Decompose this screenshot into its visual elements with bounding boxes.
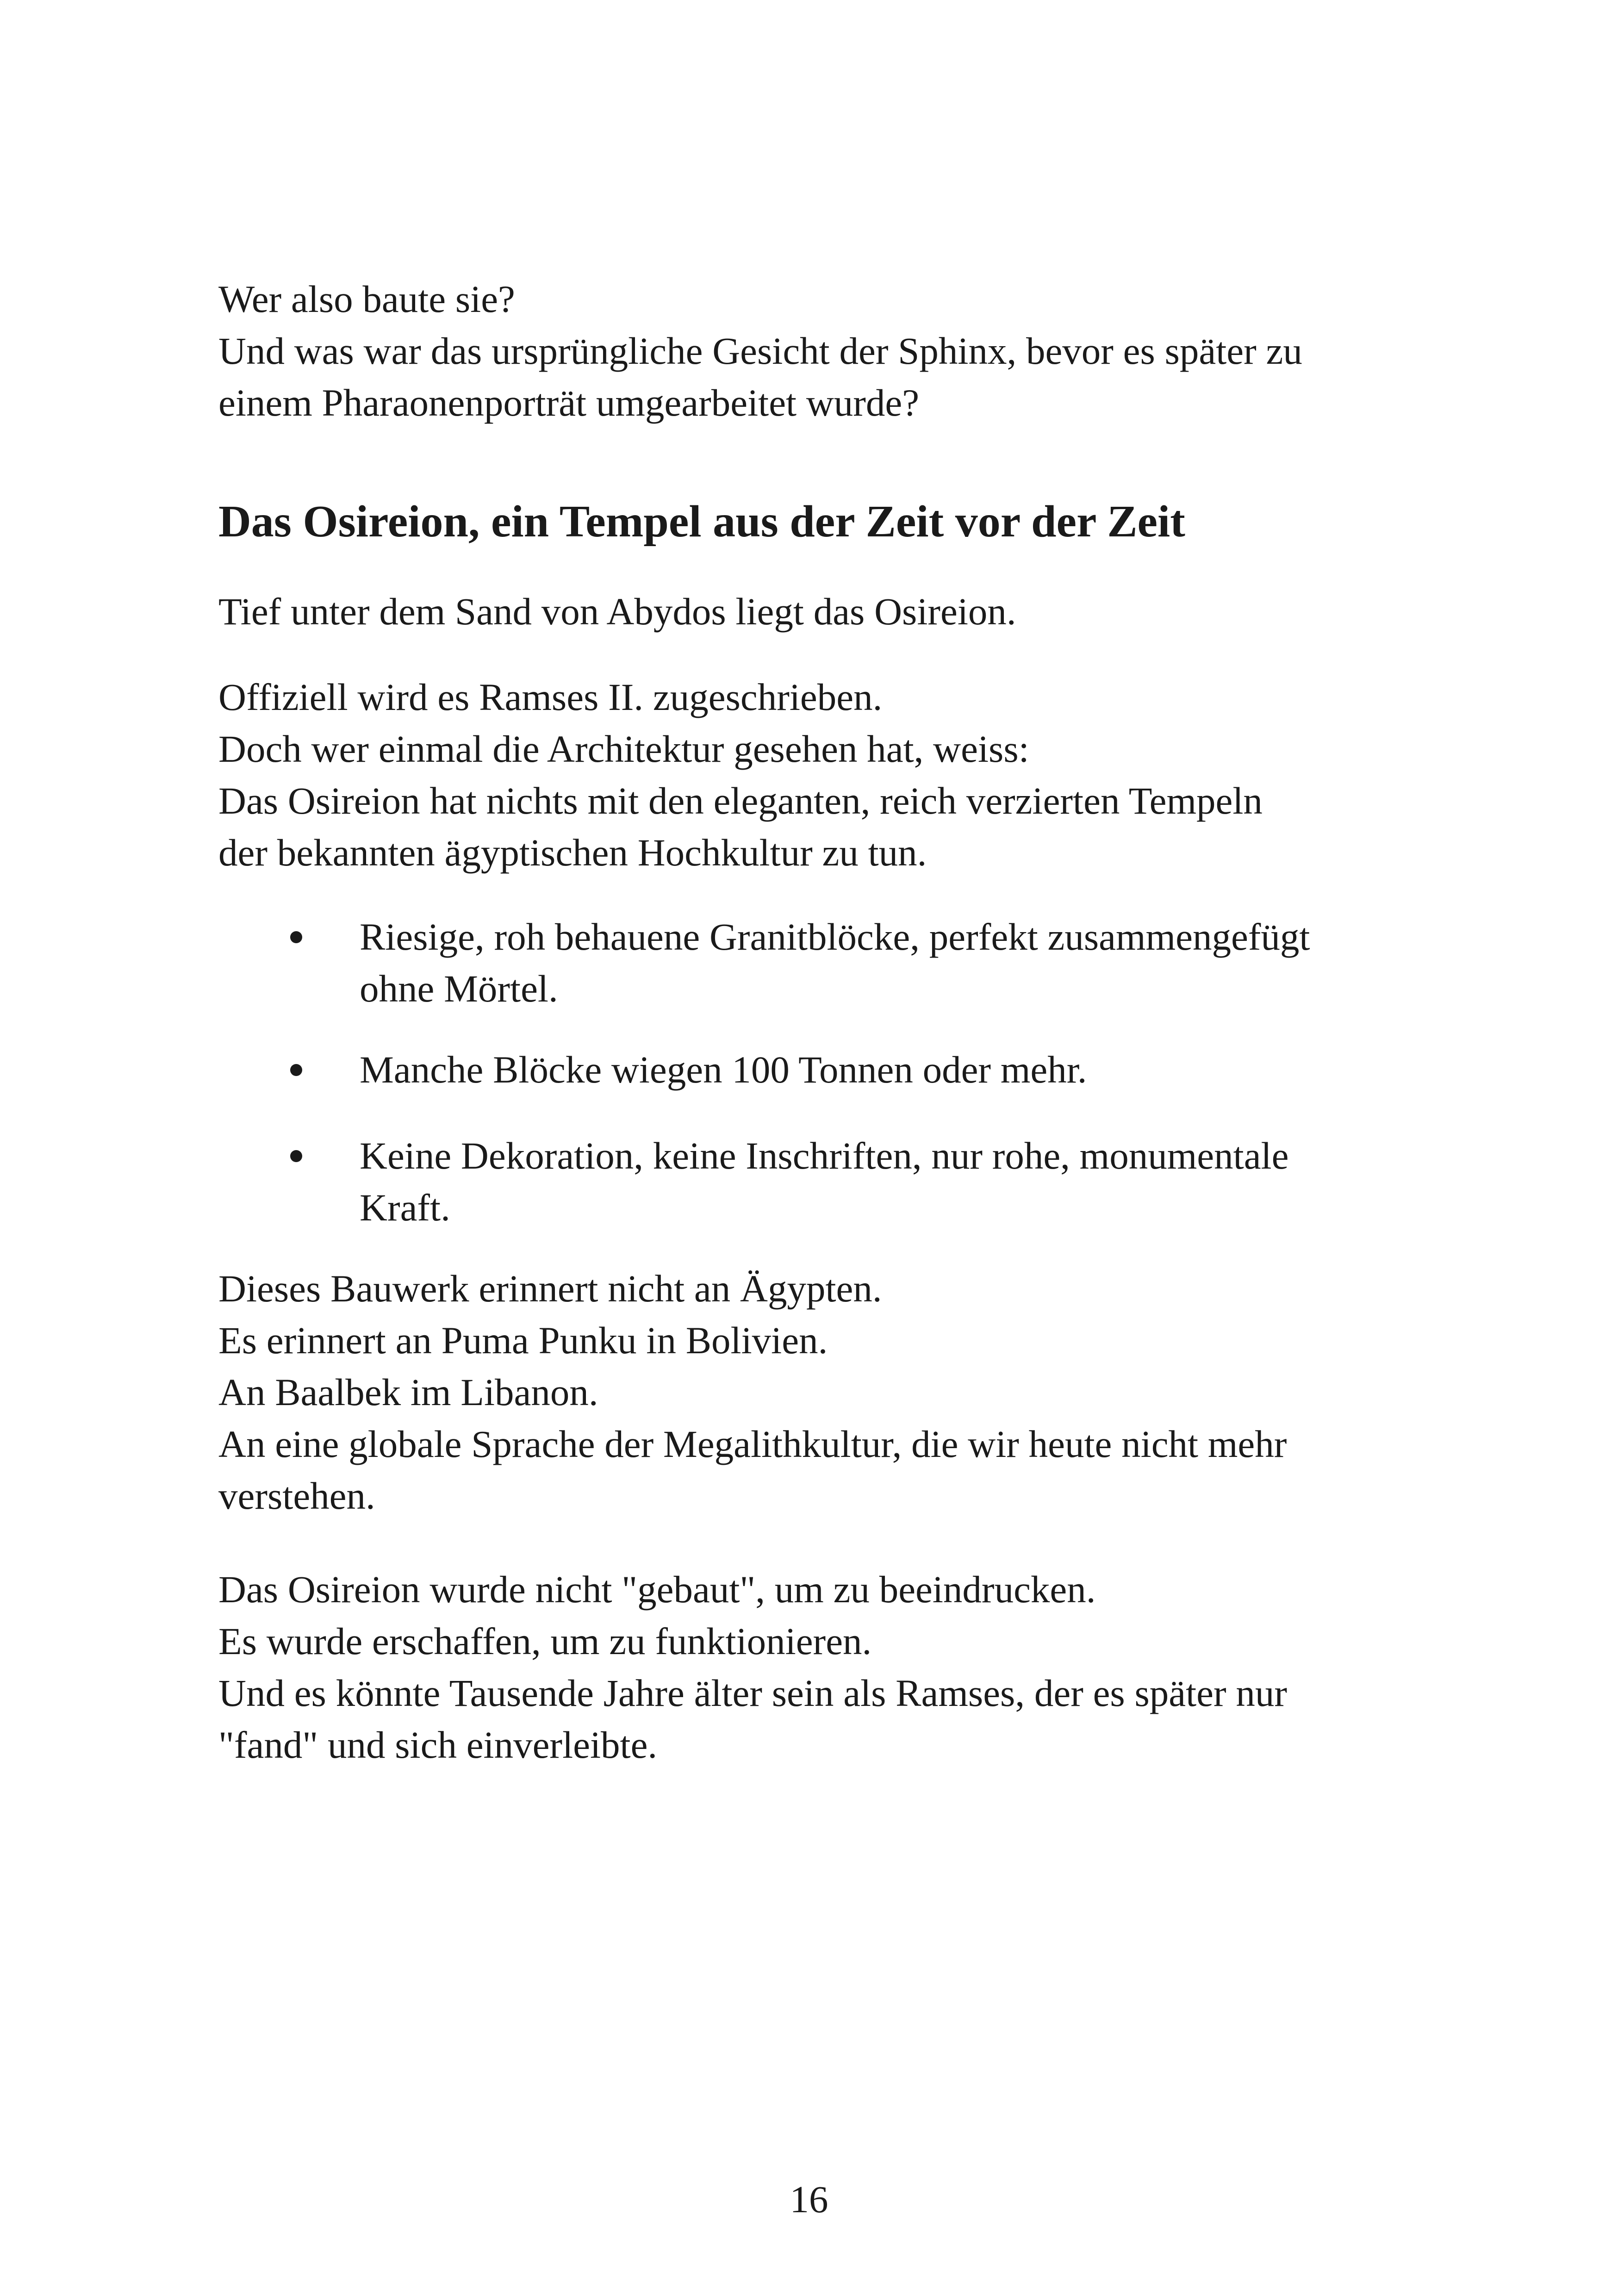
paragraph-line: Das Osireion hat nichts mit den eleganten, reich verzierten Tempeln (218, 779, 1263, 822)
intro-line: Wer also baute sie? (218, 278, 515, 320)
paragraph-line: Dieses Bauwerk erinnert nicht an Ägypten. (218, 1267, 882, 1310)
bullet-text (360, 911, 1424, 1014)
paragraph-line: Es wurde erschaffen, um zu funktionieren. (218, 1620, 872, 1662)
paragraph-line: verstehen. (218, 1475, 375, 1517)
bullet-line: Manche Blöcke wiegen 100 Tonnen oder mehr. (360, 1048, 1087, 1091)
paragraph-line: An Baalbek im Libanon. (218, 1371, 598, 1413)
bullet-line: Kraft. (360, 1186, 450, 1229)
paragraph-line: An eine globale Sprache der Megalithkultur, die wir heute nicht mehr (218, 1423, 1287, 1465)
paragraph-line: "fand" und sich einverleibte. (218, 1724, 658, 1766)
bullet-icon (290, 931, 302, 943)
paragraph-line: Und es könnte Tausende Jahre älter sein als Ramses, der es später nur (218, 1672, 1288, 1714)
paragraph-conclusion (218, 1563, 1403, 1771)
intro-paragraph (218, 273, 1403, 429)
paragraph-line: Tief unter dem Sand von Abydos liegt das Osireion. (218, 590, 1016, 633)
bullet-text (360, 1130, 1424, 1233)
bullet-line: Keine Dekoration, keine Inschriften, nur rohe, monumentale (360, 1134, 1289, 1177)
bullet-text (360, 1044, 1424, 1095)
page-number: 16 (790, 2178, 828, 2221)
section-heading: Das Osireion, ein Tempel aus der Zeit vor der Zeit (218, 497, 1185, 547)
bullet-icon (290, 1150, 302, 1162)
paragraph-attribution (218, 671, 1403, 878)
intro-line: Und was war das ursprüngliche Gesicht der Sphinx, bevor es später zu (218, 330, 1302, 372)
paragraph-line: Offiziell wird es Ramses II. zugeschrieben. (218, 676, 883, 718)
paragraph-comparison (218, 1263, 1403, 1522)
paragraph-line: Das Osireion wurde nicht "gebaut", um zu beeindrucken. (218, 1568, 1096, 1611)
paragraph-line: Doch wer einmal die Architektur gesehen hat, weiss: (218, 728, 1029, 770)
intro-line: einem Pharaonenporträt umgearbeitet wurde? (218, 381, 920, 424)
paragraph-line: Es erinnert an Puma Punku in Bolivien. (218, 1319, 828, 1362)
bullet-icon (290, 1064, 302, 1076)
paragraph-line: der bekannten ägyptischen Hochkultur zu tun. (218, 831, 927, 874)
bullet-line: Riesige, roh behauene Granitblöcke, perfekt zusammengefügt (360, 915, 1310, 958)
bullet-line: ohne Mörtel. (360, 967, 558, 1010)
paragraph-abydos (218, 585, 1403, 637)
